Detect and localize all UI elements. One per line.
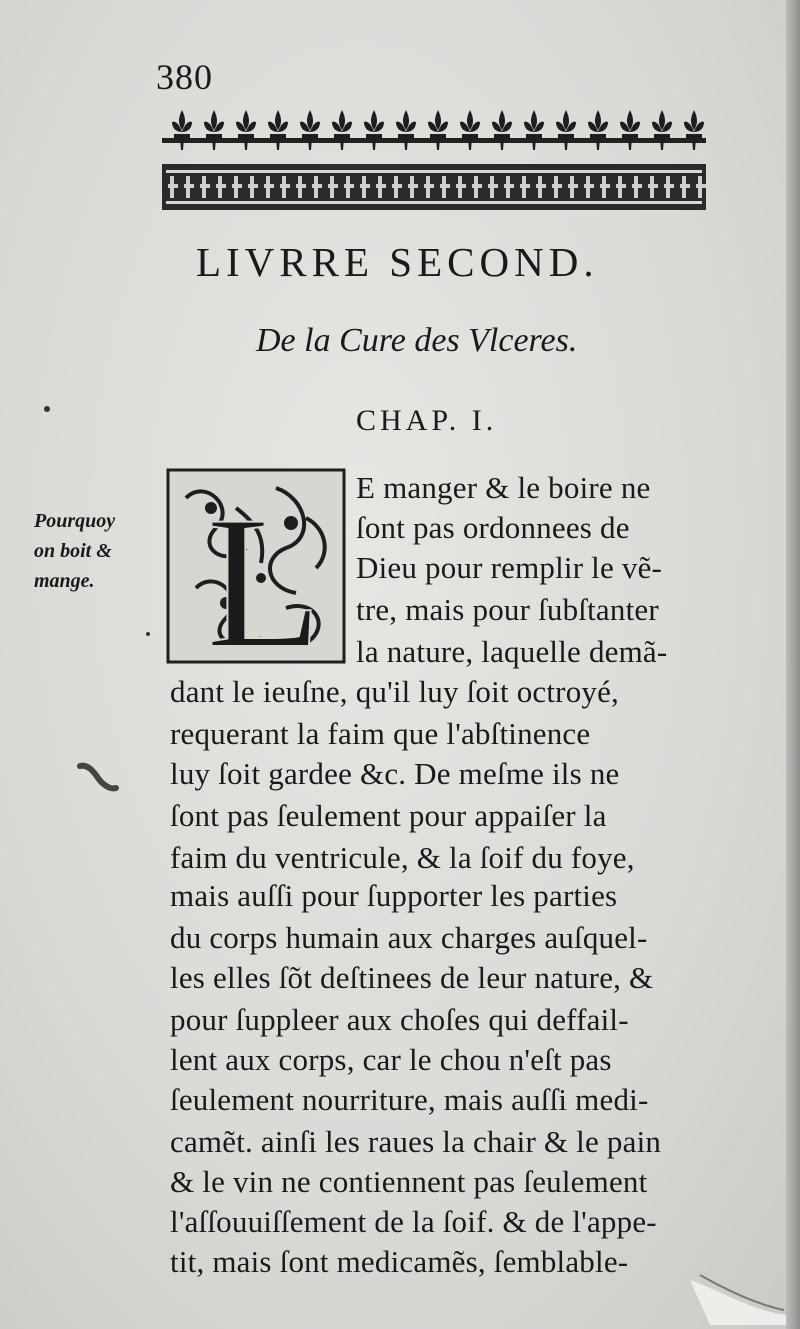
ink-speck [44, 406, 50, 412]
body-text-line: ſeulement nourriture, mais auſſi medi- [170, 1082, 649, 1117]
body-text-line: mais auſſi pour ſupporter les parties [170, 878, 618, 913]
decorated-initial-l [166, 468, 346, 664]
margin-note [34, 506, 146, 596]
body-text-line: requerant la faim que l'abſtinence [170, 716, 591, 751]
drop-cap-letter: L [206, 478, 323, 664]
margin-note-line: Pourquoy [34, 510, 116, 532]
body-text-line: lent aux corps, car le chou n'eſt pas [170, 1042, 612, 1077]
margin-note-line: mange. [34, 570, 95, 592]
book-title: LIVRRE SECOND. [196, 239, 599, 285]
body-text-line: faim du ventricule, & la ſoif du foye, [170, 840, 635, 875]
body-text-line: ſont pas ſeulement pour appaiſer la [170, 798, 607, 833]
body-text-line: Dieu pour remplir le vẽ- [356, 550, 663, 585]
body-text-line: la nature, laquelle demã- [356, 634, 668, 669]
body-text-line: tre, mais pour ſubſtanter [356, 592, 659, 627]
section-title: De la Cure des Vlceres. [256, 322, 578, 359]
body-text-line: tit, mais ſont medicamẽs, ſemblable- [170, 1244, 629, 1279]
body-text-line: E manger & le boire ne [356, 470, 651, 505]
ink-smudge [76, 760, 120, 796]
headpiece-ornament [162, 108, 706, 212]
body-text-line: pour ſuppleer aux choſes qui deffail- [170, 1002, 629, 1037]
chapter-title: CHAP. I. [356, 404, 498, 437]
margin-note-line: on boit & [34, 540, 112, 562]
page-number: 380 [156, 57, 213, 97]
body-text-line: les elles ſõt deſtinees de leur nature, & [170, 960, 654, 995]
body-text-line: du corps humain aux charges auſquel- [170, 920, 648, 955]
body-text-line: camẽt. ainſi les raues la chair & le pain [170, 1124, 662, 1159]
page-edge [786, 0, 800, 1329]
body-text-line: dant le ieuſne, qu'il luy ſoit octroyé, [170, 674, 620, 709]
ink-speck [146, 632, 150, 636]
page-corner-stain [690, 1270, 786, 1325]
body-text-line: & le vin ne contiennent pas ſeulement [170, 1164, 648, 1199]
body-text-line: luy ſoit gardee &c. De meſme ils ne [170, 756, 620, 791]
body-text-line: ſont pas ordonnees de [356, 510, 630, 545]
body-text-line: l'aſſouuiſſement de la ſoif. & de l'appe- [170, 1204, 657, 1239]
